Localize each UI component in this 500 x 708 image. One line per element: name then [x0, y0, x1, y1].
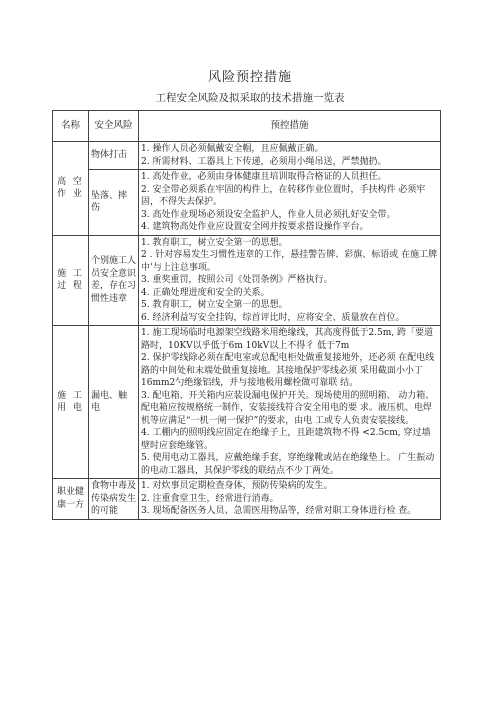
- risk-cell: 食物中毒及传染病发生的可能: [89, 479, 139, 520]
- measure-item: 4. 正确处理进度和安全的关系。: [141, 287, 270, 298]
- measure-item: 3. 重奖重罚，按照公司《处罚条例》严格执行。: [141, 275, 333, 285]
- risk-measures-table: [52, 110, 441, 520]
- measure-item: 2. 安全带必须系在牢固的构件上，在转移作业位置时，手扶构件 必须牢固，不得失去保护。: [141, 184, 426, 207]
- measure-item: 1. 高处作业，必须由身体健康且培训取得合格证的人员担任。: [141, 172, 387, 182]
- measure-item: 2 . 针对容易发生习惯性违章的工作，悬挂警告牌、彩旗、标语或 在施工牌中’与上注总事项。: [141, 250, 438, 273]
- measures-cell: [139, 170, 441, 236]
- measure-item: 6. 经济利益写安全挂钩，综首评比时，应将安全、质量放在首位。: [141, 312, 405, 323]
- table-row: [53, 170, 441, 236]
- measure-item: 1. 教育职工，树立安全第一的思想。: [141, 237, 288, 248]
- measure-item: 3. 高处作业现场必须设安全监护人，作业人员必须扎好安全带。: [141, 209, 396, 220]
- category-cell: 施 工 过 程: [53, 235, 89, 326]
- risk-cell: 个别施工人员安全意识差，存在习惯性违章: [89, 235, 139, 326]
- measures-cell: [139, 326, 441, 479]
- measures-cell: [139, 142, 441, 170]
- document-title: 风险预控措施: [207, 70, 292, 85]
- risk-cell: 漏电、触 电: [89, 326, 139, 479]
- measure-item: 1. 施工现场临时电源架空线路米用绝缘线，其高度得低于2.5m, 跨「要道路时，10KV以乎低于6m 10kV以上不得彳 低于7m: [141, 328, 434, 351]
- category-cell: 施 工 用 电: [53, 326, 89, 479]
- risk-cell: 物体打击: [89, 142, 139, 170]
- table-row: [53, 235, 441, 326]
- risk-cell: 坠落、摔 伤: [89, 170, 139, 236]
- measure-item: 2. 保护零线除必须在配电室或总配电柜处做重复接地外，还必须 在配电线路的中间处和末端处做重复接地。其接地保护零线必须 采用截面小小丁 16mm2勺绝缘铝线，并与接地极用螺栓做可靠联 结。: [141, 353, 435, 388]
- measure-item: 4. 工棚内的照明线应固定在绝缘子上，且距建筑物不得 <2.5cm, 穿过墙壁时应套绝缘管。: [141, 428, 431, 451]
- measures-cell: [139, 235, 441, 326]
- measure-item: 3. 配电箱、开关箱内应装设漏电保护开关。现场使用的照明箱、 动力箱、配电箱应按规格统一制作，安装接线符合安全用电的要 求。液压机、电焊机等应满足“一机一闸一保护”的要求，由电 工或专人负责安装接线。: [141, 390, 435, 426]
- header-risk: 安全风险: [89, 111, 139, 142]
- table-row: [53, 479, 441, 520]
- measure-item: 2. 注重食堂卫生，经常进行消毒。: [141, 493, 279, 504]
- measure-item: 2. 所需材料、工器具上下传递，必须用小绳吊送，严禁抛扔。: [141, 156, 387, 167]
- measure-item: 3. 现场配备医务人员、急需医用物品等，经常对职工身体进行检 查。: [141, 506, 417, 516]
- table-header-row: [53, 111, 441, 142]
- table-row: [53, 142, 441, 170]
- table-row: [53, 326, 441, 479]
- header-measures: 预控措施: [139, 111, 441, 142]
- header-name: 名称: [53, 111, 89, 142]
- measure-item: 1. 操作人员必须佩戴安全帽，且应佩戴正确。: [141, 144, 324, 154]
- measure-item: 5. 教育职工，树立安全第一的思想。: [141, 300, 288, 310]
- document-subtitle: 工程安全风险及拟采取的技术措施一览表: [155, 92, 345, 104]
- category-cell: 高 空 作 业: [53, 142, 89, 236]
- measure-item: 1. 对炊事员定期检查身体，预防传染病的发生。: [141, 481, 333, 491]
- measure-item: 4. 建筑物高处作业应设置安全网并按要求搭设操作平台。: [141, 222, 369, 232]
- measure-item: 5. 使用电动工器具，应戴绝缘手套，穿绝缘靴或站在绝缘垫上。 广生振动的电动工器具，其保护零线的联结点不少丁两处。: [141, 453, 435, 476]
- measures-cell: [139, 479, 441, 520]
- category-cell: 职业健康一方: [53, 479, 89, 520]
